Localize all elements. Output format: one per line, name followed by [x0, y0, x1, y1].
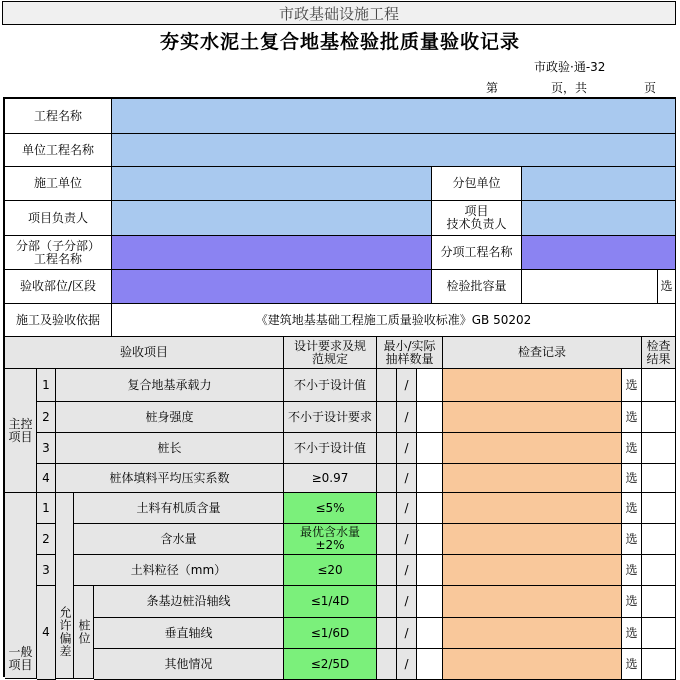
record-select-button[interactable]: 选: [622, 402, 642, 433]
header-record: 检查记录: [443, 337, 642, 369]
sample-slash: /: [397, 555, 417, 586]
item-name: 土料粒径（mm）: [74, 555, 284, 586]
label-subitem: 分项工程名称: [432, 236, 522, 270]
record-select-button[interactable]: 选: [622, 555, 642, 586]
sample-slash: /: [397, 493, 417, 524]
check-record-input[interactable]: [443, 618, 622, 649]
min-sample-cell: [377, 618, 397, 649]
check-record-input[interactable]: [443, 464, 622, 493]
requirement-value: ≤5%: [284, 493, 377, 524]
check-record-input[interactable]: [443, 369, 622, 402]
label-division: 分部（子分部） 工程名称: [5, 236, 112, 270]
actual-sample-input[interactable]: [417, 493, 443, 524]
page-suffix: 页: [644, 81, 657, 95]
record-select-button[interactable]: 选: [622, 433, 642, 464]
pile-position-label: 桩位: [74, 586, 94, 679]
page-mid: 页，共: [551, 81, 588, 95]
row-number: 1: [37, 369, 56, 402]
label-tech-manager: 项目 技术负责人: [432, 201, 522, 236]
sample-slash: /: [397, 433, 417, 464]
check-result-cell[interactable]: [642, 402, 676, 433]
check-result-cell[interactable]: [642, 493, 676, 524]
actual-sample-input[interactable]: [417, 524, 443, 555]
min-sample-cell: [377, 649, 397, 680]
record-select-button[interactable]: 选: [622, 493, 642, 524]
actual-sample-input[interactable]: [417, 618, 443, 649]
label-subcontractor: 分包单位: [432, 167, 522, 201]
general-label: 一般 项目: [5, 493, 37, 679]
item-name: 桩体填料平均压实系数: [56, 464, 284, 493]
header-item: 验收项目: [5, 337, 284, 369]
construction-unit-input[interactable]: [112, 167, 432, 201]
check-record-input[interactable]: [443, 402, 622, 433]
requirement-value: ≤1/6D: [284, 618, 377, 649]
row-number: 1: [37, 493, 56, 524]
actual-sample-input[interactable]: [417, 555, 443, 586]
page-number-input[interactable]: [502, 76, 538, 94]
record-select-button[interactable]: 选: [622, 618, 642, 649]
actual-sample-input[interactable]: [417, 464, 443, 493]
actual-sample-input[interactable]: [417, 369, 443, 402]
check-record-input[interactable]: [443, 555, 622, 586]
actual-sample-input[interactable]: [417, 649, 443, 680]
item-name: 桩长: [56, 433, 284, 464]
min-sample-cell: [377, 524, 397, 555]
item-name: 桩身强度: [56, 402, 284, 433]
unit-project-input[interactable]: [112, 134, 676, 167]
check-result-cell[interactable]: [642, 464, 676, 493]
project-name-input[interactable]: [112, 99, 676, 134]
row-number: 2: [37, 524, 56, 555]
row-number: 3: [37, 433, 56, 464]
actual-sample-input[interactable]: [417, 586, 443, 618]
sample-slash: /: [397, 649, 417, 680]
item-name: 垂直轴线: [94, 618, 284, 649]
check-result-cell[interactable]: [642, 555, 676, 586]
division-input[interactable]: [112, 236, 432, 270]
project-manager-input[interactable]: [112, 201, 432, 236]
actual-sample-input[interactable]: [417, 402, 443, 433]
form-title: 夯实水泥土复合地基检验批质量验收记录: [159, 31, 520, 53]
check-result-cell[interactable]: [642, 586, 676, 618]
check-record-input[interactable]: [443, 586, 622, 618]
actual-sample-input[interactable]: [417, 433, 443, 464]
record-select-button[interactable]: 选: [622, 524, 642, 555]
category-bar: [2, 1, 676, 25]
row-number: 4: [37, 464, 56, 493]
form-code: 市政验·通-32: [534, 60, 606, 74]
label-location: 验收部位/区段: [5, 270, 112, 304]
item-name: 复合地基承载力: [56, 369, 284, 402]
label-project-manager: 项目负责人: [5, 201, 112, 236]
requirement-value: ≤20: [284, 555, 377, 586]
allowed-deviation-label: 允许偏差: [56, 586, 74, 679]
min-sample-cell: [377, 433, 397, 464]
row-number: 4: [37, 586, 56, 680]
header-result: 检查 结果: [642, 337, 676, 369]
header-requirement: 设计要求及规 范规定: [284, 337, 377, 369]
min-sample-cell: [377, 586, 397, 618]
requirement-value: 不小于设计要求: [284, 402, 377, 433]
subcontractor-input[interactable]: [522, 167, 676, 201]
requirement-value: 不小于设计值: [284, 433, 377, 464]
sample-slash: /: [397, 464, 417, 493]
header-sample: 最小/实际 抽样数量: [377, 337, 443, 369]
page-total-input[interactable]: [600, 76, 638, 94]
check-record-input[interactable]: [443, 524, 622, 555]
min-sample-cell: [377, 402, 397, 433]
record-select-button[interactable]: 选: [622, 464, 642, 493]
check-result-cell[interactable]: [642, 524, 676, 555]
sample-slash: /: [397, 524, 417, 555]
label-basis: 施工及验收依据: [5, 304, 112, 337]
requirement-value: ≤2/5D: [284, 649, 377, 680]
page-prefix: 第: [486, 81, 499, 95]
check-result-cell[interactable]: [642, 433, 676, 464]
check-result-cell[interactable]: [642, 649, 676, 680]
record-select-button[interactable]: 选: [622, 586, 642, 618]
label-batch-capacity: 检验批容量: [432, 270, 522, 304]
sample-slash: /: [397, 618, 417, 649]
main-control-label: 主控 项目: [5, 369, 37, 493]
item-name: 含水量: [74, 524, 284, 555]
min-sample-cell: [377, 464, 397, 493]
batch-capacity-input[interactable]: [522, 270, 658, 304]
min-sample-cell: [377, 555, 397, 586]
sample-slash: /: [397, 586, 417, 618]
min-sample-cell: [377, 493, 397, 524]
check-record-input[interactable]: [443, 649, 622, 680]
min-sample-cell: [377, 369, 397, 402]
check-record-input[interactable]: [443, 493, 622, 524]
requirement-value: ≥0.97: [284, 464, 377, 493]
check-record-input[interactable]: [443, 433, 622, 464]
item-name: 土料有机质含量: [74, 493, 284, 524]
sample-slash: /: [397, 402, 417, 433]
basis-value: 《建筑地基基础工程施工质量验收标准》GB 50202: [112, 304, 676, 337]
tech-manager-input[interactable]: [522, 201, 676, 236]
item-name: 条基边桩沿轴线: [94, 586, 284, 618]
check-result-cell[interactable]: [642, 369, 676, 402]
location-input[interactable]: [112, 270, 432, 304]
record-select-button[interactable]: 选: [622, 649, 642, 680]
form-table: [3, 97, 676, 677]
row-number: 3: [37, 555, 56, 586]
row-number: 2: [37, 402, 56, 433]
label-construction-unit: 施工单位: [5, 167, 112, 201]
category-text: 市政基础设施工程: [278, 4, 399, 23]
sample-slash: /: [397, 369, 417, 402]
batch-capacity-select-button[interactable]: 选: [658, 270, 676, 304]
label-unit-project: 单位工程名称: [5, 134, 112, 167]
item-name: 其他情况: [94, 649, 284, 680]
requirement-value: 最优含水量 ±2%: [284, 524, 377, 555]
subitem-input[interactable]: [522, 236, 676, 270]
check-result-cell[interactable]: [642, 618, 676, 649]
label-project-name: 工程名称: [5, 99, 112, 134]
requirement-value: ≤1/4D: [284, 586, 377, 618]
record-select-button[interactable]: 选: [622, 369, 642, 402]
requirement-value: 不小于设计值: [284, 369, 377, 402]
